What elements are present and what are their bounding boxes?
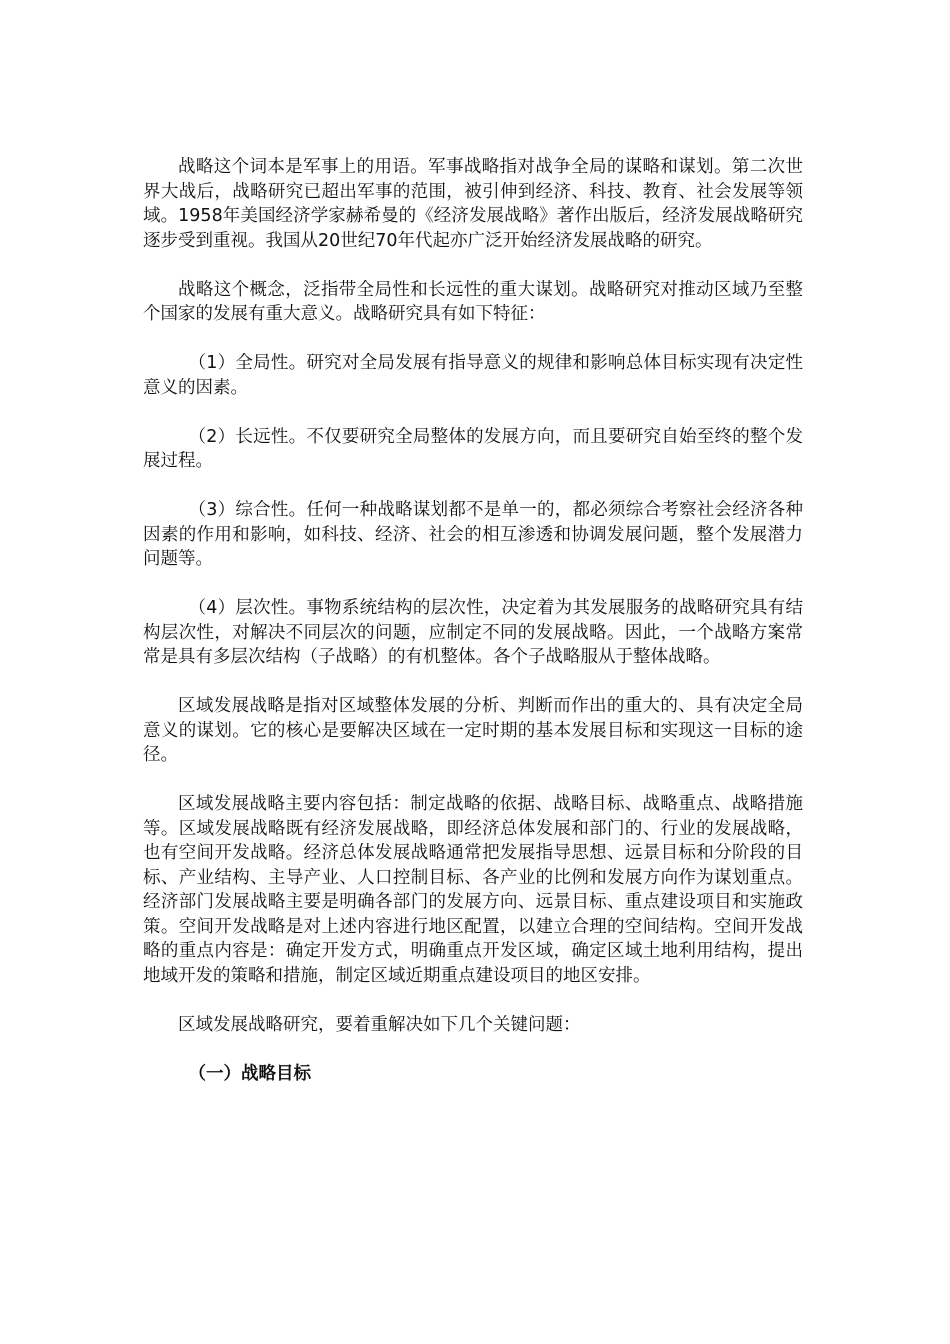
paragraph-feature-globality: （1）全局性。研究对全局发展有指导意义的规律和影响总体目标实现有决定性意义的因素。: [143, 353, 803, 398]
paragraph-feature-comprehensive: （3）综合性。任何一种战略谋划都不是单一的，都必须综合考察社会经济各种因素的作用和影响，如科技、经济、社会的相互渗透和协调发展问题，整个发展潜力问题等。: [143, 500, 803, 569]
paragraph-feature-hierarchy: （4）层次性。事物系统结构的层次性，决定着为其发展服务的战略研究具有结构层次性，对解决不同层次的问题，应制定不同的发展战略。因此，一个战略方案常常是具有多层次结构（子战略）的有机整体。各个子战略服从于整体战略。: [143, 598, 803, 667]
paragraph-regional-strategy-definition: 区域发展战略是指对区域整体发展的分析、判断而作出的重大的、具有决定全局意义的谋划。它的核心是要解决区域在一定时期的基本发展目标和实现这一目标的途径。: [143, 696, 803, 765]
paragraph-feature-long-term: （2）长远性。不仅要研究全局整体的发展方向，而且要研究自始至终的整个发展过程。: [143, 426, 803, 471]
section-heading: （一）战略目标: [188, 1063, 311, 1084]
paragraph-strategy-origin: 战略这个词本是军事上的用语。军事战略指对战争全局的谋略和谋划。第二次世界大战后，战略研究已超出军事的范围，被引伸到经济、科技、教育、社会发展等领域。1958年美国经济学家赫希曼的《经济发展战略》著作出版后，经济发展战略研究逐步受到重视。我国从20世纪70年代起亦广泛开始经济发展战略的研究。: [143, 157, 803, 251]
document-body: [143, 155, 803, 1086]
paragraph-strategy-concept: 战略这个概念，泛指带全局性和长远性的重大谋划。战略研究对推动区域乃至整个国家的发展有重大意义。战略研究具有如下特征：: [143, 279, 803, 324]
paragraph-regional-strategy-content: 区域发展战略主要内容包括：制定战略的依据、战略目标、战略重点、战略措施等。区域发展战略既有经济发展战略，即经济总体发展和部门的、行业的发展战略，也有空间开发战略。经济总体发展战略通常把发展指导思想、远景目标和分阶段的目标、产业结构、主导产业、人口控制目标、各产业的比例和发展方向作为谋划重点。经济部门发展战略主要是明确各部门的发展方向、远景目标、重点建设项目和实施政策。空间开发战略是对上述内容进行地区配置，以建立合理的空间结构。空间开发战略的重点内容是：确定开发方式，明确重点开发区域，确定区域土地利用结构，提出地域开发的策略和措施，制定区域近期重点建设项目的地区安排。: [143, 794, 803, 986]
paragraph-key-issues: 区域发展战略研究，要着重解决如下几个关键问题：: [178, 1014, 581, 1035]
